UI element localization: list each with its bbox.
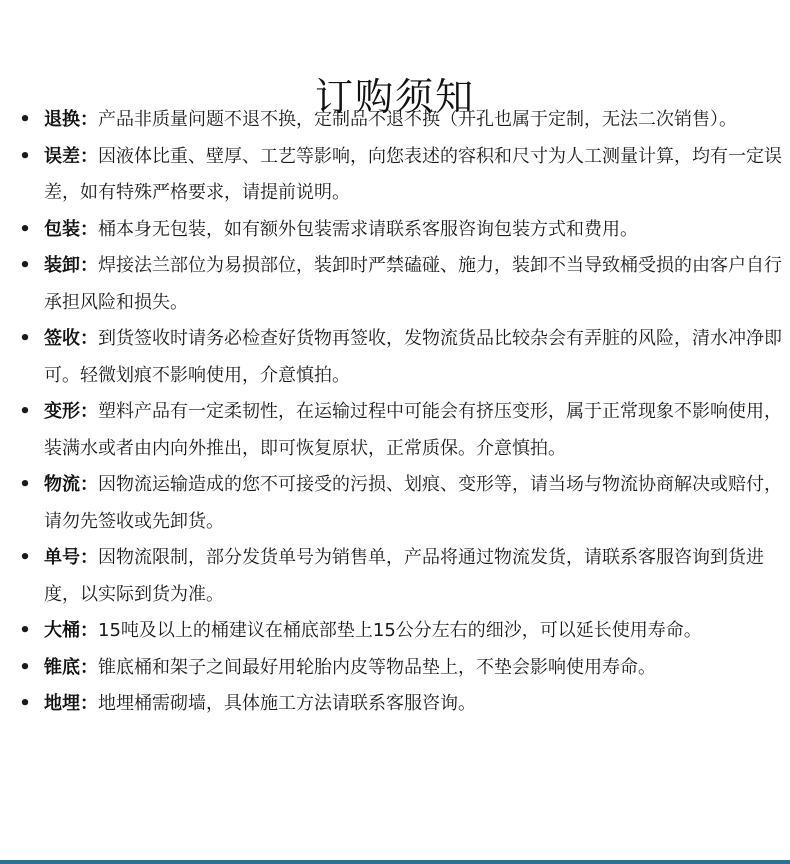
notice-item-underground	[16, 686, 786, 723]
bullet-icon: •	[19, 547, 31, 568]
notice-item-packaging	[16, 212, 786, 249]
notice-label: 锥底：	[44, 656, 98, 678]
bullet-icon: •	[19, 255, 31, 276]
notice-label: 包装：	[44, 218, 98, 240]
notice-item-receipt	[16, 321, 786, 394]
notice-text: 15吨及以上的桶建议在桶底部垫上15公分左右的细沙，可以延长使用寿命。	[98, 620, 702, 641]
notice-label: 地埋：	[44, 693, 98, 714]
notice-text: 地埋桶需砌墙，具体施工方法请联系客服咨询。	[98, 693, 476, 714]
bullet-icon: •	[19, 401, 31, 422]
notice-text: 因物流限制，部分发货单号为销售单，产品将通过物流发货，请联系客服咨询到货进度，以实际到货为准。	[44, 547, 764, 605]
notice-label: 签收：	[44, 328, 98, 349]
notice-label: 装卸：	[44, 255, 98, 276]
bullet-icon: •	[19, 656, 31, 678]
notice-label: 大桶：	[44, 620, 98, 641]
notice-item-deformation	[16, 394, 786, 467]
bullet-icon: •	[19, 109, 31, 130]
bullet-icon: •	[19, 218, 31, 240]
bottom-divider-bar	[0, 860, 790, 864]
notice-text: 锥底桶和架子之间最好用轮胎内皮等物品垫上，不垫会影响使用寿命。	[98, 656, 656, 678]
notice-label: 变形：	[44, 401, 98, 422]
notice-list	[16, 102, 786, 723]
notice-item-logistics	[16, 467, 786, 540]
notice-text: 因液体比重、壁厚、工艺等影响，向您表述的容积和尺寸为人工测量计算，均有一定误差，如有特殊严格要求，请提前说明。	[44, 145, 782, 203]
notice-text: 塑料产品有一定柔韧性，在运输过程中可能会有挤压变形，属于正常现象不影响使用，装满水或者由内向外推出，即可恢复原状，正常质保。介意慎拍。	[44, 401, 782, 459]
notice-text: 桶本身无包装，如有额外包装需求请联系客服咨询包装方式和费用。	[98, 218, 638, 240]
notice-text: 因物流运输造成的您不可接受的污损、划痕、变形等，请当场与物流协商解决或赔付，请勿先签收或先卸货。	[44, 474, 782, 532]
notice-label: 退换：	[44, 109, 98, 130]
notice-text: 产品非质量问题不退不换，定制品不退不换（开孔也属于定制，无法二次销售）。	[98, 109, 737, 130]
bullet-icon: •	[19, 620, 31, 641]
notice-text: 焊接法兰部位为易损部位，装卸时严禁磕碰、施力，装卸不当导致桶受损的由客户自行承担风险和损失。	[44, 255, 782, 313]
notice-label: 物流：	[44, 474, 98, 495]
notice-text: 到货签收时请务必检查好货物再签收，发物流货品比较杂会有弄脏的风险，清水冲净即可。轻微划痕不影响使用，介意慎拍。	[44, 328, 782, 386]
bullet-icon: •	[19, 474, 31, 495]
notice-item-tolerance	[16, 139, 786, 212]
notice-item-large-tank	[16, 613, 786, 650]
notice-label: 单号：	[44, 547, 98, 568]
page-title: 订购须知	[314, 75, 475, 120]
notice-item-handling	[16, 248, 786, 321]
bullet-icon: •	[19, 328, 31, 349]
bullet-icon: •	[19, 145, 31, 167]
notice-label: 误差：	[44, 145, 98, 167]
bullet-icon: •	[19, 693, 31, 714]
notice-item-cone-bottom	[16, 650, 786, 687]
notice-item-return	[16, 102, 786, 139]
notice-item-tracking-number	[16, 540, 786, 613]
